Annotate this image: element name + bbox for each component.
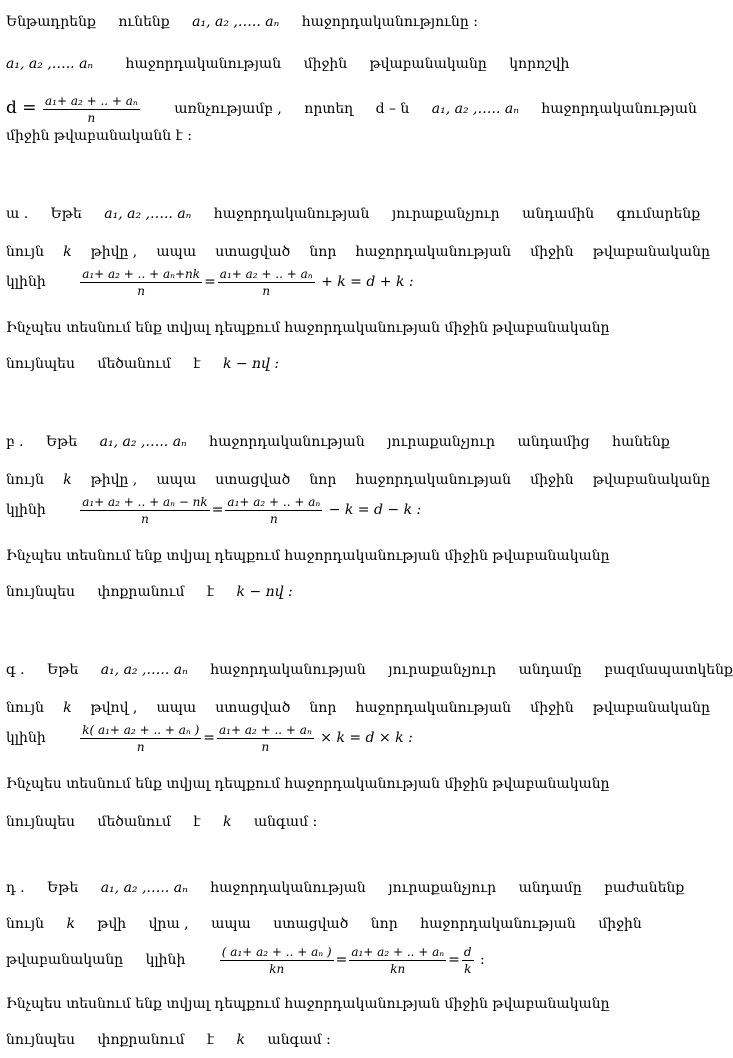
sec-c-line-5 [6, 812, 710, 832]
k-var: k [63, 244, 72, 260]
text: ապա [156, 472, 197, 488]
k-var: k [63, 472, 72, 488]
text: ապա [211, 916, 251, 932]
text: յուրաքանչյուր [391, 206, 500, 222]
text: կլինի [6, 502, 46, 518]
text: միջին [598, 916, 642, 932]
text: ստացված [215, 244, 291, 260]
fraction: $\frac{\text{a₁+ a₂ + .. + aₙ}}{n}$ [219, 266, 313, 298]
text: Եթե [47, 880, 79, 896]
text: հաջորդականության [210, 662, 366, 678]
fraction: $\frac{\text{a₁+ a₂ + .. + aₙ}}{n}$ [44, 93, 138, 125]
formula-tail: + k = d + k : [321, 274, 414, 290]
sec-b-line-3: կլինի $\frac{\text{a₁+ a₂ + .. + aₙ − nk}}{n}$ = $\frac{\text{a₁+ a₂ + .. + aₙ}}{n}$ − k = d − k : [6, 494, 422, 526]
fraction: $\frac{\text{a₁+ a₂ + .. + aₙ}}{n}$ [219, 722, 312, 754]
text: նոր [370, 916, 398, 932]
text: հաջորդականության [541, 101, 697, 117]
intro-line-4: միջին թվաբանականն է : [6, 128, 192, 144]
text: ստացված [273, 916, 349, 932]
text: ստացված [215, 700, 291, 716]
text: կլինի [6, 730, 46, 746]
marker: դ . [6, 880, 25, 896]
text: թիվը , [90, 472, 138, 488]
text: հաջորդականության [213, 206, 370, 222]
intro-line-1 [6, 12, 710, 32]
formula-tail: × k = d × k : [320, 730, 413, 746]
text: մեծանում [97, 814, 171, 830]
text: միջին [530, 700, 574, 716]
text: գումարենք [616, 206, 701, 222]
intro-line-3 [6, 90, 710, 127]
sec-b-line-5 [6, 582, 710, 602]
text: հաջորդականության [355, 244, 512, 260]
sec-a-line-1 [6, 204, 710, 224]
text: հաջորդականության [355, 472, 512, 488]
sequence: a₁, a₂ ,….. aₙ [192, 14, 280, 30]
d-symbol: d = [6, 98, 37, 118]
text: հաջորդականության [125, 56, 282, 72]
text: կլինի [145, 952, 186, 968]
text: կլինի [6, 274, 46, 290]
text: թվաբանականը [592, 472, 710, 488]
text: է [206, 1032, 215, 1048]
text: d – ն [375, 101, 410, 117]
sequence: a₁, a₂ ,….. aₙ [104, 206, 192, 222]
text: է [193, 814, 201, 830]
text: յուրաքանչյուր [387, 434, 496, 450]
text: ապա [156, 244, 197, 260]
sec-b-line-2 [6, 470, 710, 490]
text: առնչությամբ , [174, 101, 282, 117]
intro-line-2 [6, 54, 710, 74]
text: Ենթադրենք [6, 14, 96, 30]
sec-d-line-2 [6, 914, 710, 934]
text: նույն [6, 700, 44, 716]
sec-c-line-2 [6, 698, 710, 718]
text: անգամ : [253, 814, 318, 830]
text: ունենք [118, 14, 170, 30]
text: նույն [6, 472, 44, 488]
sec-a-line-2 [6, 242, 710, 262]
text: միջին [530, 244, 574, 260]
text: թվաբանականը [592, 244, 710, 260]
text: միջին [303, 56, 348, 72]
formula-tail: : [480, 952, 485, 968]
text: բաժանենք [604, 880, 685, 896]
text: անգամ : [267, 1032, 331, 1048]
text: անդամին [522, 206, 595, 222]
sec-d-line-4: Ինչպես տեսնում ենք տվյալ դեպքում հաջորդականության միջին թվաբանականը [6, 996, 610, 1012]
text: թվաբանականը [592, 700, 710, 716]
sec-b-line-4: Ինչպես տեսնում ենք տվյալ դեպքում հաջորդականության միջին թվաբանականը [6, 548, 610, 564]
text: որտեղ [304, 101, 354, 117]
marker: ա . [6, 206, 29, 222]
text: նույնպես [6, 1032, 75, 1048]
text: յուրաքանչյուր [388, 662, 497, 678]
formula-tail: − k = d − k : [328, 502, 422, 518]
text: նույն [6, 916, 44, 932]
k-var: k [66, 916, 75, 932]
text: անդամից [517, 434, 590, 450]
text: թվաբանականը [6, 952, 124, 968]
text: նոր [309, 472, 337, 488]
text: թվի [97, 916, 127, 932]
sec-d-line-1 [6, 878, 710, 898]
text: փոքրանում [97, 584, 185, 600]
sec-c-line-1 [6, 660, 733, 680]
fraction: $\frac{\text{a₁+ a₂ + .. + aₙ}}{n}$ [227, 494, 321, 526]
text: անդամը [518, 880, 582, 896]
text: Եթե [47, 662, 79, 678]
text: նույն [6, 244, 44, 260]
k-var: k [63, 700, 72, 716]
text: նույնպես [6, 814, 75, 830]
fraction: $\frac{\text{( a₁+ a₂ + .. + aₙ )}}{kn}$ [221, 944, 332, 976]
text: k − ով : [236, 584, 293, 600]
sec-c-line-4: Ինչպես տեսնում ենք տվյալ դեպքում հաջորդականության միջին թվաբանականը [6, 776, 610, 792]
text: k [236, 1032, 246, 1048]
text: հաջորդականության [209, 434, 365, 450]
text: k − ով : [222, 356, 280, 372]
fraction: $\frac{\text{a₁+ a₂ + .. + aₙ − nk}}{n}$ [82, 494, 208, 526]
sequence: a₁, a₂ ,….. aₙ [100, 662, 188, 678]
sec-d-line-5 [6, 1030, 710, 1050]
text: ստացված [215, 472, 291, 488]
sec-c-line-3: կլինի $\frac{\text{k( a₁+ a₂ + .. + aₙ )}}{n}$ = $\frac{\text{a₁+ a₂ + .. + aₙ}}{n}$ × k = d × k : [6, 722, 413, 754]
text: թիվը , [90, 244, 138, 260]
sec-a-line-4: Ինչպես տեսնում ենք տվյալ դեպքում հաջորդականության միջին թվաբանականը [6, 320, 610, 336]
text: է [193, 356, 201, 372]
text: նույնպես [6, 584, 75, 600]
text: թվաբանականը [369, 56, 487, 72]
text: նոր [309, 244, 337, 260]
fraction: $\frac{\text{a₁+ a₂ + .. + aₙ}}{kn}$ [351, 944, 445, 976]
text: թվով , [90, 700, 138, 716]
text: է [206, 584, 215, 600]
text: բազմապատկենք [604, 662, 733, 678]
text: հաջորդականության [355, 700, 512, 716]
sequence: a₁, a₂ ,….. aₙ [431, 101, 519, 117]
sec-d-line-3: թվաբանականը կլինի $\frac{\text{( a₁+ a₂ + .. + aₙ )}}{kn}$ = $\frac{\text{a₁+ a₂ + .. + aₙ}}{kn}$ = $\frac{d}{k}$ : [6, 944, 485, 976]
text: փոքրանում [97, 1032, 185, 1048]
text: վրա , [148, 916, 189, 932]
sequence: a₁, a₂ ,….. aₙ [6, 56, 94, 72]
text: անդամը [518, 662, 582, 678]
marker: գ . [6, 662, 25, 678]
text: հաջորդականության [210, 880, 366, 896]
text: յուրաքանչյուր [388, 880, 497, 896]
marker: բ . [6, 434, 24, 450]
sequence: a₁, a₂ ,….. aₙ [99, 434, 187, 450]
text: մեծանում [97, 356, 171, 372]
text: Եթե [46, 434, 78, 450]
text: հանենք [612, 434, 670, 450]
text: հաջորդականությունը : [301, 14, 478, 30]
fraction: $\frac{d}{k}$ [463, 944, 472, 976]
fraction: $\frac{\text{k( a₁+ a₂ + .. + aₙ )}}{n}$ [82, 722, 200, 754]
text: Եթե [50, 206, 82, 222]
sec-b-line-1 [6, 432, 710, 452]
text: կորոշվի [509, 56, 570, 72]
text: k [222, 814, 232, 830]
text: նոր [309, 700, 337, 716]
text: նույնպես [6, 356, 75, 372]
text: հաջորդականության [420, 916, 576, 932]
text: ապա [156, 700, 197, 716]
sec-a-line-3: կլինի $\frac{\text{a₁+ a₂ + .. + aₙ+nk}}{n}$ = $\frac{\text{a₁+ a₂ + .. + aₙ}}{n}$ + k = d + k : [6, 266, 414, 298]
fraction: $\frac{\text{a₁+ a₂ + .. + aₙ+nk}}{n}$ [82, 266, 201, 298]
sec-a-line-5 [6, 354, 710, 374]
text: միջին [530, 472, 574, 488]
sequence: a₁, a₂ ,….. aₙ [100, 880, 188, 896]
